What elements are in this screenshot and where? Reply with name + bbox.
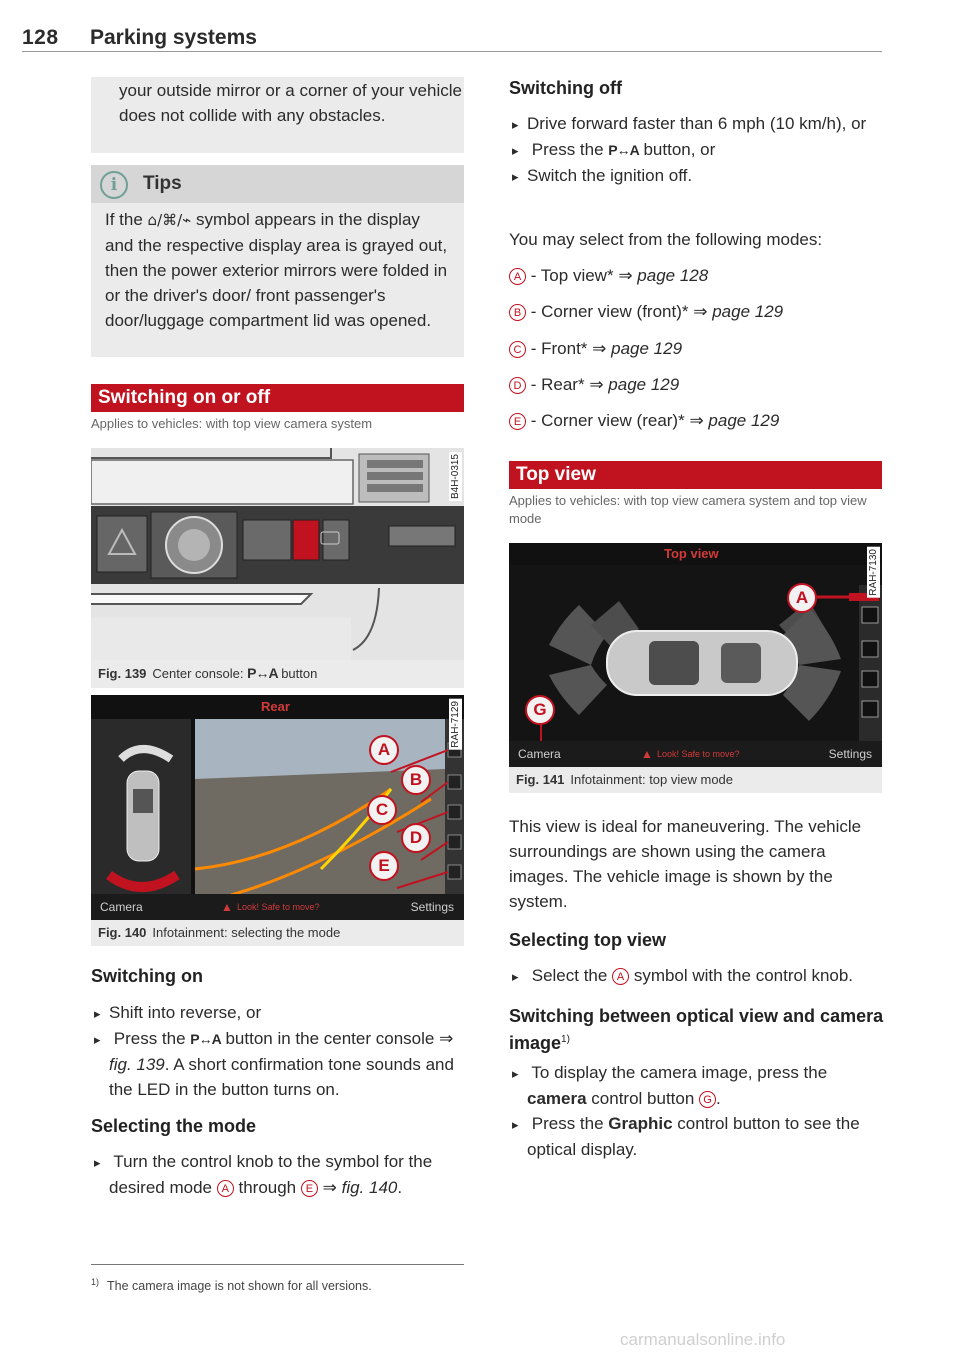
camera-softkey: Camera bbox=[518, 747, 561, 761]
warning-triangle-icon: ▲ bbox=[641, 747, 653, 761]
list-item: ▸ To display the camera image, press the camera control button G . bbox=[509, 1060, 884, 1111]
watermark: carmanualsonline.info bbox=[620, 1330, 786, 1349]
applies-note: Applies to vehicles: with top view camera system and top view mode bbox=[509, 493, 867, 526]
tips-box bbox=[91, 165, 464, 357]
circle-letter-a: A bbox=[217, 1180, 234, 1197]
fig141-screen-title: Top view bbox=[664, 546, 719, 561]
page-reference[interactable]: ⇒ page 129 bbox=[693, 302, 784, 321]
switching-off-list bbox=[509, 111, 884, 189]
selecting-mode-heading: Selecting the mode bbox=[91, 1116, 257, 1136]
figure-reference[interactable]: ⇒ fig. 139 bbox=[109, 1029, 454, 1074]
mode-item-b: B - Corner view (front)* ⇒ page 129 bbox=[509, 299, 783, 324]
figure-reference[interactable]: ⇒ fig. 140 bbox=[322, 1178, 398, 1197]
page-reference[interactable]: ⇒ page 128 bbox=[618, 266, 709, 285]
mode-label-b: B bbox=[401, 765, 431, 795]
list-item: ▸ Shift into reverse, or bbox=[91, 1000, 466, 1026]
selecting-mode-list bbox=[91, 1149, 466, 1200]
mode-item-c: C - Front* ⇒ page 129 bbox=[509, 336, 682, 361]
list-item: ▸ Turn the control knob to the symbol for the desired mode A through E ⇒ fig. 140. bbox=[91, 1149, 466, 1200]
mode-label-a: A bbox=[787, 583, 817, 613]
top-view-illustration bbox=[509, 565, 882, 741]
page-reference[interactable]: ⇒ page 129 bbox=[589, 375, 680, 394]
footnote-rule bbox=[91, 1264, 464, 1265]
center-console-illustration bbox=[91, 448, 464, 660]
section-title-switching: Switching on or off bbox=[91, 384, 464, 412]
circle-letter-g: G bbox=[699, 1091, 716, 1108]
page-number: 128 bbox=[22, 26, 59, 49]
warning-continuation: your outside mirror or a corner of your vehicle does not collide with any obstacles. bbox=[91, 77, 464, 153]
fig140-screen-title: Rear bbox=[261, 699, 290, 714]
selecting-top-view-heading: Selecting top view bbox=[509, 930, 667, 950]
list-item: ▸ Press the Graphic control button to see the optical display. bbox=[509, 1111, 884, 1162]
modes-intro: You may select from the following modes: bbox=[509, 230, 823, 249]
list-item: ▸ Drive forward faster than 6 mph (10 km/h), or bbox=[509, 111, 884, 137]
mode-label-a: A bbox=[369, 735, 399, 765]
applies-note: Applies to vehicles: with top view camera system bbox=[91, 416, 373, 431]
info-icon: i bbox=[100, 171, 128, 199]
fig140-image bbox=[91, 695, 464, 920]
circle-letter-a: A bbox=[612, 968, 629, 985]
settings-softkey: Settings bbox=[828, 747, 872, 761]
fig140-screen-footer: Camera ▲ Look! Safe to move? Settings bbox=[91, 894, 464, 920]
switching-between-list bbox=[509, 1060, 884, 1162]
mode-item-d: D - Rear* ⇒ page 129 bbox=[509, 372, 679, 397]
page-reference[interactable]: ⇒ page 129 bbox=[689, 411, 780, 430]
circle-letter-e: E bbox=[301, 1180, 318, 1197]
fig140-caption: Fig. 140 Infotainment: selecting the mode bbox=[91, 920, 464, 946]
mirror-door-lid-symbols: ⌂/⌘/⌁ bbox=[147, 211, 192, 229]
tips-label: Tips bbox=[143, 173, 182, 194]
tips-header bbox=[91, 165, 464, 203]
fig139-image bbox=[91, 448, 464, 660]
fig140-code: RAH-7129 bbox=[450, 701, 461, 748]
footnote: $^{1)}$ The camera image is not shown for all versions. bbox=[91, 1277, 372, 1294]
switching-on-heading: Switching on bbox=[91, 966, 203, 986]
fig141-screen-footer: Camera ▲ Look! Safe to move? Settings bbox=[509, 741, 882, 767]
mode-label-d: D bbox=[401, 823, 431, 853]
mode-label-e: E bbox=[369, 851, 399, 881]
switching-on-list bbox=[91, 1000, 466, 1102]
tips-body: If the ⌂/⌘/⌁ symbol appears in the display and the respective display area is grayed out, then the power exterior mirrors were folded in or the driver's door/ front passenger's door/luggage compartment lid was opened. bbox=[105, 210, 448, 330]
mode-label-c: C bbox=[367, 795, 397, 825]
top-view-paragraph: This view is ideal for maneuvering. The vehicle surroundings are shown using the camera images. The vehicle image is shown by the system. bbox=[509, 817, 862, 911]
switching-between-heading: Switching between optical view and camera image$^{1)}$ bbox=[509, 1006, 884, 1053]
mode-item-a: A - Top view* ⇒ page 128 bbox=[509, 263, 708, 288]
list-item: ▸ Switch the ignition off. bbox=[509, 163, 884, 189]
parking-button-icon: P↔A bbox=[247, 665, 278, 681]
rear-camera-view bbox=[91, 719, 464, 895]
warning-triangle-icon: ▲ bbox=[221, 900, 233, 914]
list-item: ▸ Press the P↔A button in the center console ⇒ fig. 139. A short confirmation tone sounds and the LED in the button turns on. bbox=[91, 1026, 466, 1102]
mode-label-g: G bbox=[525, 695, 555, 725]
fig139-code: B4H-0315 bbox=[450, 454, 461, 500]
section-header: Parking systems bbox=[90, 26, 257, 49]
parking-button-icon: P↔A bbox=[608, 142, 639, 158]
selecting-top-view-list bbox=[509, 963, 884, 989]
camera-softkey: Camera bbox=[100, 900, 143, 914]
list-item: ▸ Press the P↔A button, or bbox=[509, 137, 884, 163]
switching-off-heading: Switching off bbox=[509, 78, 622, 98]
fig139-caption: Fig. 139 Center console: P↔A button bbox=[91, 660, 464, 688]
fig141-caption: Fig. 141 Infotainment: top view mode bbox=[509, 767, 882, 793]
list-item: ▸ Select the A symbol with the control knob. bbox=[509, 963, 884, 989]
settings-softkey: Settings bbox=[410, 900, 454, 914]
fig141-code: RAH-7130 bbox=[868, 549, 879, 596]
parking-button-icon: P↔A bbox=[190, 1031, 221, 1047]
page-reference[interactable]: ⇒ page 129 bbox=[592, 339, 683, 358]
fig141-image bbox=[509, 543, 882, 767]
section-title-top-view: Top view bbox=[509, 461, 882, 489]
mode-item-e: E - Corner view (rear)* ⇒ page 129 bbox=[509, 408, 779, 433]
header-rule bbox=[22, 51, 882, 52]
